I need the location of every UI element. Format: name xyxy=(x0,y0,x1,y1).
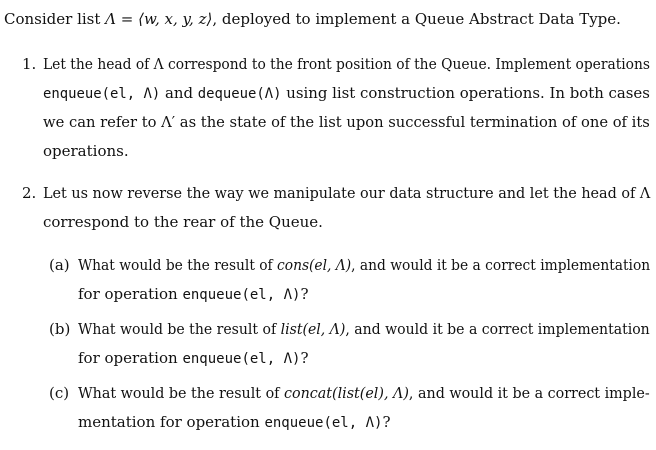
item-2-line-1: Let us now reverse the way we manipulate our data structure and let the head of Λ xyxy=(43,184,651,202)
subitem-b-code: enqueue(el, Λ) xyxy=(182,351,301,367)
item-1-line-2-mid: and xyxy=(160,84,198,102)
subitem-c-line-2 xyxy=(78,412,391,433)
subitem-c-math: concat(list(el), Λ) xyxy=(283,384,409,402)
subitem-b-l2-post: ? xyxy=(300,349,309,367)
intro-prefix: Consider list xyxy=(4,10,106,28)
subitem-b-math: list(el, Λ) xyxy=(280,320,346,338)
subitem-b-label: (b) xyxy=(49,320,71,338)
item-2-number: 2. xyxy=(22,184,37,202)
subitem-b-line-2 xyxy=(78,348,309,369)
subitem-c-pre: What would be the result of xyxy=(78,384,284,402)
intro-math: Λ = ⟨w, x, y, z⟩ xyxy=(105,10,213,28)
subitem-a-l2-pre: for operation xyxy=(78,285,183,303)
item-1-line-2-end: using list construction operations. In both cases xyxy=(281,84,650,102)
subitem-a-pre: What would be the result of xyxy=(78,256,278,274)
item-1-line-2 xyxy=(43,83,650,104)
dequeue-code: dequeue(Λ) xyxy=(197,86,282,102)
subitem-c-post: , and would it be a correct imple- xyxy=(408,384,650,402)
item-1-line-4: operations. xyxy=(43,142,129,160)
item-1-line-3: we can refer to Λ′ as the state of the list upon successful termination of one of its xyxy=(43,113,650,131)
subitem-a-label: (a) xyxy=(49,256,70,274)
subitem-c-l2-post: ? xyxy=(382,413,391,431)
enqueue-code: enqueue(el, Λ) xyxy=(43,86,161,102)
intro-suffix: , deployed to implement a Queue Abstract Data Type. xyxy=(212,10,621,28)
subitem-a-math: cons(el, Λ) xyxy=(277,256,352,274)
subitem-b-line-1 xyxy=(78,319,650,339)
subitem-c-line-1 xyxy=(78,383,650,403)
subitem-c-code: enqueue(el, Λ) xyxy=(264,415,383,431)
subitem-a-code: enqueue(el, Λ) xyxy=(182,287,301,303)
subitem-c-l2-pre: mentation for operation xyxy=(78,413,265,431)
item-2-line-2: correspond to the rear of the Queue. xyxy=(43,213,323,231)
subitem-b-pre: What would be the result of xyxy=(78,320,281,338)
subitem-a-line-2 xyxy=(78,284,309,305)
subitem-b-post: , and would it be a correct implementation xyxy=(345,320,650,338)
subitem-a-line-1 xyxy=(78,255,650,275)
subitem-b-l2-pre: for operation xyxy=(78,349,183,367)
item-1-line-1: Let the head of Λ correspond to the front position of the Queue. Implement operations xyxy=(43,55,650,73)
subitem-a-post: , and would it be a correct implementation xyxy=(351,256,651,274)
subitem-a-l2-post: ? xyxy=(300,285,309,303)
intro-line xyxy=(4,9,621,29)
subitem-c-label: (c) xyxy=(49,384,70,402)
item-1-number: 1. xyxy=(22,55,37,73)
